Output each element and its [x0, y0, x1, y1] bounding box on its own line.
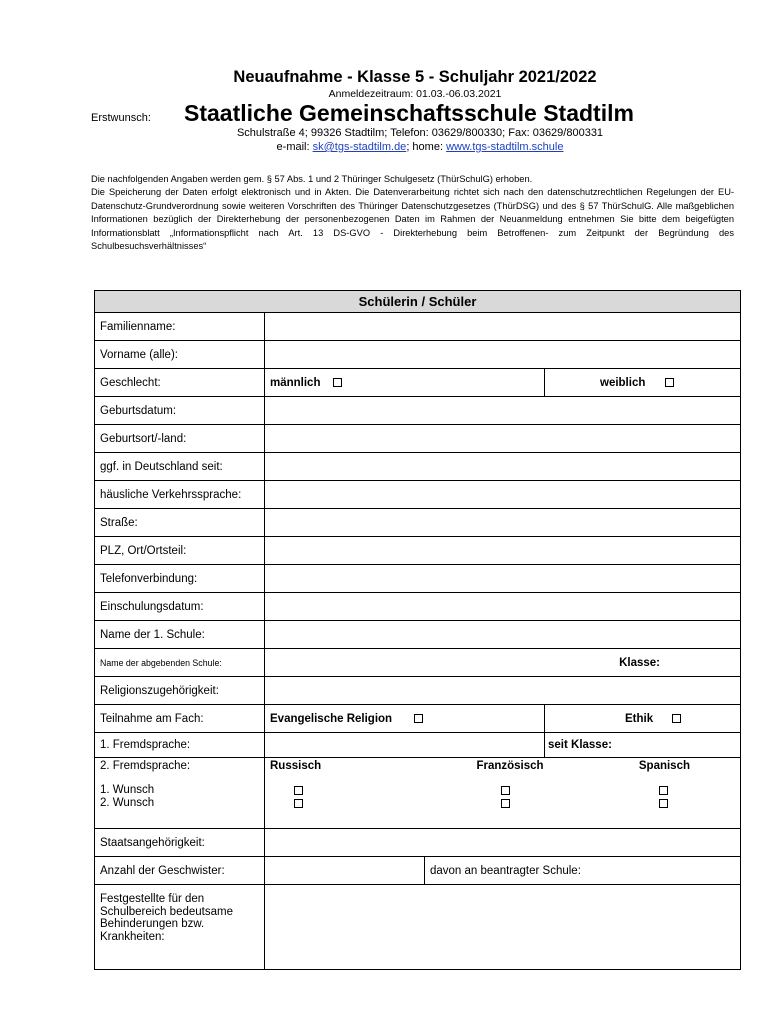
- label-religion: Religionszugehörigkeit:: [95, 677, 265, 705]
- wunsch-checkboxes: [265, 780, 741, 829]
- privacy-line1: Die nachfolgenden Angaben werden gem. § 57 Abs. 1 und 2 Thüringer Schulgesetz (ThürSchulG) erhoben.: [91, 174, 533, 184]
- label-teilnahme: Teilnahme am Fach:: [95, 705, 265, 733]
- input-verkehrssprache[interactable]: [265, 481, 741, 509]
- privacy-paragraph: Die Speicherung der Daten erfolgt elektronisch und in Akten. Die Datenverarbeitung richtet sich nach den datenschutzrechtlichen Regelungen der EU-Datenschutz-Grundverordnung sowie weiteren Vorschriften des Thüringer Datenschutzgesetzes (ThürDSG) und des § 57 ThürSchulG. Alle maßgeblichen Informationen bezüglich der Direkterhebung der personenbezogenen Daten im Rahmen der Neuanmeldung entnehmen Sie bitte dem beigefügten Informationsblatt „Informationspflicht nach Art. 13 DS-GVO - Direkterhebung beim Betroffenen- zum Zeitpunkt der Begründung des Schulbesuchsverhältnisses“: [91, 187, 734, 252]
- languages-header: [265, 758, 741, 781]
- davon-label: davon an beantragter Schule:: [430, 864, 581, 877]
- spanisch-wunsch2-checkbox[interactable]: [659, 799, 668, 808]
- label-abgebende-schule: Name der abgebenden Schule:: [95, 649, 265, 677]
- ev-religion-checkbox[interactable]: [414, 714, 423, 723]
- russisch-wunsch1-checkbox[interactable]: [294, 786, 303, 795]
- russisch-wunsch2-checkbox[interactable]: [294, 799, 303, 808]
- input-geburtsdatum[interactable]: [265, 397, 741, 425]
- input-festgestellte[interactable]: [265, 885, 741, 970]
- franzoesisch-wunsch2-checkbox[interactable]: [501, 799, 510, 808]
- label-strasse: Straße:: [95, 509, 265, 537]
- input-religion[interactable]: [265, 677, 741, 705]
- franzoesisch-checkboxes: [501, 785, 510, 811]
- weiblich-checkbox[interactable]: [665, 378, 674, 387]
- school-name: Staatliche Gemeinschaftsschule Stadtilm: [184, 100, 634, 126]
- ethik-checkbox[interactable]: [672, 714, 681, 723]
- spanisch-wunsch1-checkbox[interactable]: [659, 786, 668, 795]
- label-erste-schule: Name der 1. Schule:: [95, 621, 265, 649]
- label-fremdsprache2: 2. Fremdsprache:: [95, 758, 265, 781]
- cell-weiblich: [545, 369, 741, 397]
- form-title: Neuaufnahme - Klasse 5 - Schuljahr 2021/2022: [233, 68, 597, 86]
- label-verkehrssprache: häusliche Verkehrssprache:: [95, 481, 265, 509]
- maennlich-checkbox[interactable]: [333, 378, 342, 387]
- label-geburtsort: Geburtsort/-land:: [95, 425, 265, 453]
- input-einschulung[interactable]: [265, 593, 741, 621]
- input-vorname[interactable]: [265, 341, 741, 369]
- ev-religion-label: Evangelische Religion: [270, 712, 393, 725]
- email-label: e-mail:: [276, 141, 313, 153]
- klasse-label: Klasse:: [619, 656, 661, 669]
- input-geschwister[interactable]: [265, 857, 425, 885]
- label-einschulung: Einschulungsdatum:: [95, 593, 265, 621]
- spanisch-checkboxes: [659, 785, 668, 811]
- email-link[interactable]: sk@tgs-stadtilm.de: [312, 141, 407, 153]
- ethik-label: Ethik: [625, 712, 654, 725]
- privacy-notice: [91, 173, 734, 253]
- home-label: ; home:: [406, 141, 447, 153]
- cell-davon[interactable]: [425, 857, 741, 885]
- input-strasse[interactable]: [265, 509, 741, 537]
- wunsch-labels: [95, 780, 265, 829]
- student-form-table: [94, 290, 741, 970]
- weiblich-label: weiblich: [600, 376, 646, 389]
- registration-period: Anmeldezeitraum: 01.03.-06.03.2021: [328, 88, 502, 100]
- label-fremdsprache1: 1. Fremdsprache:: [95, 733, 265, 758]
- input-deutschland-seit[interactable]: [265, 453, 741, 481]
- label-geschlecht: Geschlecht:: [95, 369, 265, 397]
- input-telefon[interactable]: [265, 565, 741, 593]
- label-plz: PLZ, Ort/Ortsteil:: [95, 537, 265, 565]
- cell-ev-religion: [265, 705, 545, 733]
- input-staatsangehoerigkeit[interactable]: [265, 829, 741, 857]
- franzoesisch-wunsch1-checkbox[interactable]: [501, 786, 510, 795]
- section-heading: Schülerin / Schüler: [95, 291, 741, 313]
- cell-ethik: [545, 705, 741, 733]
- label-festgestellte: Festgestellte für den Schulbereich bedeutsame Behinderungen bzw. Krankheiten:: [95, 885, 265, 970]
- erstwunsch-label: Erstwunsch:: [91, 112, 151, 124]
- home-link[interactable]: www.tgs-stadtilm.schule: [446, 141, 564, 153]
- label-geschwister: Anzahl der Geschwister:: [95, 857, 265, 885]
- maennlich-label: männlich: [270, 376, 321, 389]
- school-contact: [35, 141, 770, 153]
- label-staatsangehoerigkeit: Staatsangehörigkeit:: [95, 829, 265, 857]
- school-address: Schulstraße 4; 99326 Stadtilm; Telefon: 03629/800330; Fax: 03629/800331: [236, 127, 604, 139]
- label-vorname: Vorname (alle):: [95, 341, 265, 369]
- cell-maennlich: [265, 369, 545, 397]
- russisch-label: Russisch: [270, 760, 322, 772]
- input-abgebende-schule[interactable]: [265, 649, 741, 677]
- wunsch1-label: 1. Wunsch: [100, 784, 155, 796]
- input-familienname[interactable]: [265, 313, 741, 341]
- seit-klasse-label: seit Klasse:: [548, 739, 612, 751]
- spanisch-label: Spanisch: [638, 760, 691, 772]
- franzoesisch-label: Französisch: [476, 760, 544, 772]
- label-deutschland-seit: ggf. in Deutschland seit:: [95, 453, 265, 481]
- russisch-checkboxes: [294, 785, 303, 811]
- wunsch2-label: 2. Wunsch: [100, 797, 155, 809]
- label-telefon: Telefonverbindung:: [95, 565, 265, 593]
- label-familienname: Familienname:: [95, 313, 265, 341]
- input-geburtsort[interactable]: [265, 425, 741, 453]
- input-fremdsprache1[interactable]: [265, 733, 545, 758]
- input-erste-schule[interactable]: [265, 621, 741, 649]
- label-geburtsdatum: Geburtsdatum:: [95, 397, 265, 425]
- cell-seit-klasse[interactable]: [545, 733, 741, 758]
- input-plz[interactable]: [265, 537, 741, 565]
